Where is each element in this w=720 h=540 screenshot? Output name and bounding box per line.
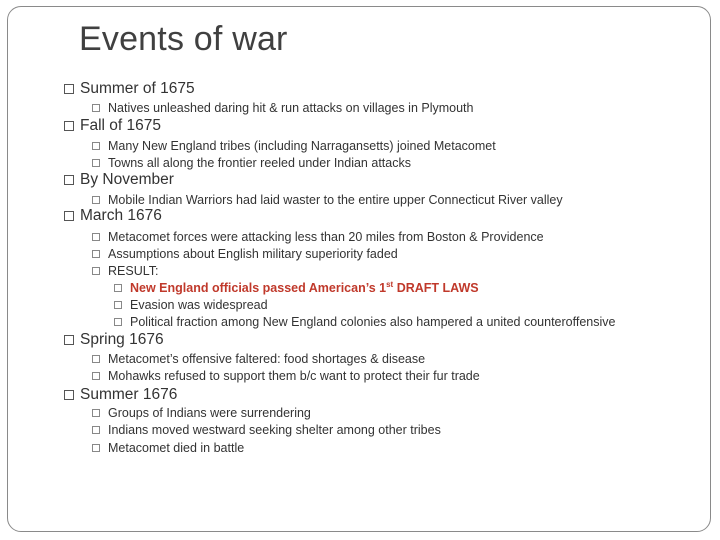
section-heading-text: Fall of 1675 bbox=[80, 117, 161, 134]
list-item-text: RESULT: bbox=[108, 263, 159, 278]
bullet-box-icon bbox=[114, 301, 122, 309]
section-heading-summer-1675 bbox=[64, 80, 195, 98]
section-heading-march-1676 bbox=[64, 207, 162, 225]
bullet-box-icon bbox=[64, 175, 74, 185]
bullet-box-icon bbox=[64, 84, 74, 94]
bullet-box-icon bbox=[64, 211, 74, 221]
list-item-text: Political fraction among New England colonies also hampered a united counteroffensive bbox=[130, 314, 616, 329]
section-heading-spring-1676 bbox=[64, 331, 164, 349]
list-item-text: Assumptions about English military superiority faded bbox=[108, 246, 398, 261]
result-item-evasion bbox=[114, 297, 268, 312]
list-item bbox=[92, 368, 480, 383]
section-heading-text: Spring 1676 bbox=[80, 331, 164, 348]
bullet-box-icon bbox=[114, 284, 122, 292]
list-item bbox=[92, 229, 544, 244]
section-heading-summer-1676 bbox=[64, 386, 177, 404]
bullet-box-icon bbox=[92, 426, 100, 434]
list-item-text: Mohawks refused to support them b/c want to protect their fur trade bbox=[108, 368, 480, 383]
list-item-text: Evasion was widespread bbox=[130, 297, 268, 312]
draft-laws-text: New England officials passed American’s 1st DRAFT LAWS bbox=[130, 279, 479, 295]
list-item-text: Indians moved westward seeking shelter among other tribes bbox=[108, 422, 441, 437]
bullet-box-icon bbox=[92, 142, 100, 150]
bullet-box-icon bbox=[92, 372, 100, 380]
list-item-text: Mobile Indian Warriors had laid waster to the entire upper Connecticut River valley bbox=[108, 192, 563, 207]
list-item-result bbox=[92, 263, 158, 278]
bullet-box-icon bbox=[64, 335, 74, 345]
slide-title: Events of war bbox=[79, 20, 288, 58]
list-item bbox=[92, 192, 563, 207]
list-item-text: Metacomet forces were attacking less than 20 miles from Boston & Providence bbox=[108, 229, 544, 244]
bullet-box-icon bbox=[92, 159, 100, 167]
list-item bbox=[92, 155, 411, 170]
list-item bbox=[92, 440, 244, 455]
list-item bbox=[92, 246, 398, 261]
list-item bbox=[92, 422, 441, 437]
bullet-box-icon bbox=[92, 196, 100, 204]
section-heading-text: March 1676 bbox=[80, 207, 162, 224]
bullet-box-icon bbox=[92, 444, 100, 452]
section-heading-text: Summer 1676 bbox=[80, 386, 178, 403]
list-item bbox=[92, 405, 311, 420]
result-item-political bbox=[114, 314, 615, 329]
list-item-text: Towns all along the frontier reeled under Indian attacks bbox=[108, 155, 411, 170]
bullet-box-icon bbox=[92, 250, 100, 258]
list-item bbox=[92, 351, 425, 366]
section-heading-fall-1675 bbox=[64, 117, 161, 135]
bullet-box-icon bbox=[64, 390, 74, 400]
list-item-text: Metacomet died in battle bbox=[108, 440, 245, 455]
list-item bbox=[92, 138, 496, 153]
list-item-text: Metacomet’s offensive faltered: food shortages & disease bbox=[108, 351, 426, 366]
list-item-text: Natives unleashed daring hit & run attacks on villages in Plymouth bbox=[108, 100, 474, 115]
bullet-box-icon bbox=[92, 233, 100, 241]
bullet-box-icon bbox=[92, 355, 100, 363]
section-heading-by-november bbox=[64, 171, 174, 189]
bullet-box-icon bbox=[92, 267, 100, 275]
result-item-draft-laws bbox=[114, 280, 479, 295]
section-heading-text: Summer of 1675 bbox=[80, 80, 195, 97]
bullet-box-icon bbox=[92, 104, 100, 112]
bullet-box-icon bbox=[92, 409, 100, 417]
list-item-text: Many New England tribes (including Narragansetts) joined Metacomet bbox=[108, 138, 496, 153]
bullet-box-icon bbox=[64, 121, 74, 131]
list-item-text: Groups of Indians were surrendering bbox=[108, 405, 311, 420]
list-item bbox=[92, 100, 473, 115]
bullet-box-icon bbox=[114, 318, 122, 326]
section-heading-text: By November bbox=[80, 171, 174, 188]
